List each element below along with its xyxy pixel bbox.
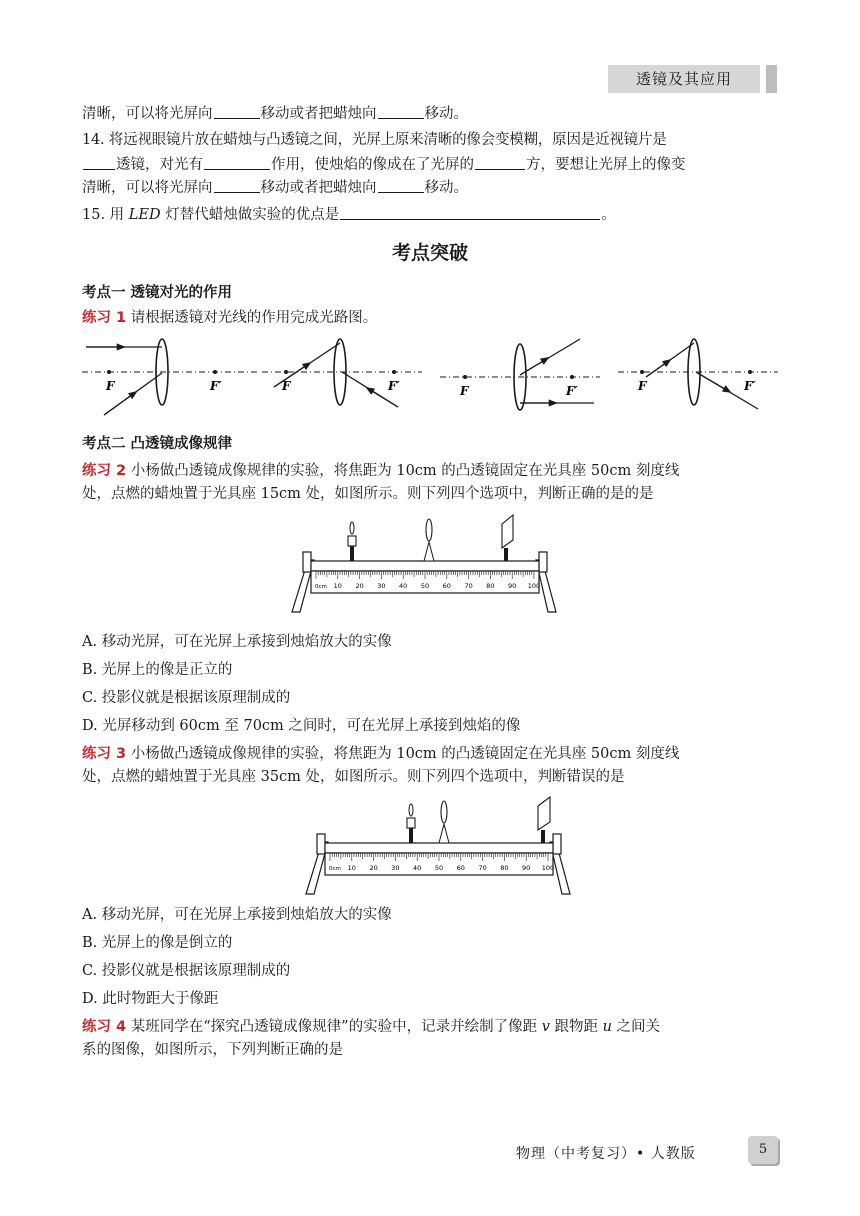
focus-label-f: F	[638, 379, 647, 393]
section-title: 考点突破	[391, 242, 468, 264]
scale-label: 30	[391, 864, 400, 872]
exercise-1-line	[82, 308, 377, 328]
q14-line1: 14. 将远视眼镜片放在蜡烛与凸透镜之间，光屏上原来清晰的像会变模糊，原因是近视镜片是	[82, 132, 667, 148]
exercise-3-option-c[interactable]: C. 投影仪就是根据该原理制成的	[82, 963, 291, 979]
answer-blank[interactable]	[378, 177, 424, 193]
scale-label: 90	[522, 864, 531, 872]
focus-label-f-prime: F′	[566, 384, 578, 398]
q14-line2	[82, 154, 686, 175]
exercise-2-text-1: 小杨做凸透镜成像规律的实验，将焦距为 10cm 的凸透镜固定在光具座 50cm 刻度线	[130, 463, 680, 479]
var-u: u	[602, 1019, 612, 1035]
chapter-tab: 透镜及其应用	[608, 65, 760, 93]
q13-tail-line	[82, 103, 468, 124]
exercise-2-option-a[interactable]: A. 移动光屏，可在光屏上承接到烛焰放大的实像	[82, 634, 392, 650]
q14-text-f: 移动。	[424, 180, 468, 196]
key-point-1-title: 考点一 透镜对光的作用	[82, 285, 233, 301]
focus-label-f-prime: F′	[388, 379, 400, 393]
scale-label: 20	[355, 582, 364, 590]
scale-label: 80	[500, 864, 509, 872]
scale-label: 70	[464, 582, 473, 590]
exercise-4-line1	[82, 1017, 660, 1037]
q14-line3	[82, 177, 468, 198]
exercise-1-label: 练习 1	[82, 310, 127, 326]
scale-label: 40	[413, 864, 422, 872]
optical-bench-1	[290, 514, 560, 614]
q14-text-d: 清晰，可以将光屏向	[82, 180, 213, 196]
focus-label-f-prime: F′	[744, 379, 756, 393]
focus-label-f: F	[460, 384, 469, 398]
candle-1	[348, 522, 356, 561]
answer-blank[interactable]	[340, 204, 600, 220]
exercise-4-line2: 系的图像，如图所示，下列判断正确的是	[82, 1042, 343, 1058]
ray-diagram-3	[440, 337, 600, 419]
scale-label: 100	[527, 582, 541, 590]
scale-label: 90	[508, 582, 517, 590]
ray-diagram-1	[82, 337, 258, 419]
answer-blank[interactable]	[214, 177, 260, 193]
answer-blank[interactable]	[204, 154, 270, 170]
scale-label: 70	[478, 864, 487, 872]
focus-label-f: F	[282, 379, 291, 393]
screen-1	[502, 515, 513, 561]
exercise-4-text-b: 跟物距	[549, 1019, 603, 1035]
exercise-2-line1	[82, 461, 679, 481]
ray-diagram-4	[618, 337, 778, 419]
scale-label: 60	[442, 582, 451, 590]
q14-text-e: 移动或者把蜡烛向	[260, 180, 377, 196]
focus-label-f-prime: F′	[210, 379, 222, 393]
candle-2	[407, 804, 415, 843]
scale-label: 0cm	[329, 866, 341, 872]
q14-text-a: 透镜，对光有	[116, 157, 203, 173]
key-point-2-title: 考点二 凸透镜成像规律	[82, 436, 233, 452]
exercise-2-option-c[interactable]: C. 投影仪就是根据该原理制成的	[82, 690, 291, 706]
scale-label: 80	[486, 582, 495, 590]
lens-2	[439, 801, 449, 843]
scale-label: 20	[369, 864, 378, 872]
q14-text-c: 方，要想让光屏上的像变	[526, 157, 686, 173]
answer-blank[interactable]	[83, 154, 115, 170]
exercise-3-label: 练习 3	[82, 746, 127, 762]
scale-label: 10	[347, 864, 356, 872]
exercise-3-text-1: 小杨做凸透镜成像规律的实验，将焦距为 10cm 的凸透镜固定在光具座 50cm 刻度线	[130, 746, 680, 762]
q15-end: 。	[601, 207, 616, 223]
q15-line	[82, 204, 616, 225]
header-decoration-bar	[766, 65, 777, 93]
exercise-3-option-d[interactable]: D. 此时物距大于像距	[82, 991, 219, 1007]
exercise-1-text: 请根据透镜对光线的作用完成光路图。	[130, 310, 378, 326]
exercise-4-label: 练习 4	[82, 1019, 127, 1035]
scale-label: 40	[399, 582, 408, 590]
q13-text-c: 移动。	[424, 106, 468, 122]
footer-book-title: 物理（中考复习）• 人教版	[516, 1146, 696, 1162]
ray-diagram-2	[262, 337, 422, 419]
q15-prefix: 15. 用	[82, 207, 129, 223]
exercise-2-line2: 处，点燃的蜡烛置于光具座 15cm 处，如图所示。则下列四个选项中，判断正确的是的是	[82, 486, 654, 502]
exercise-3-option-a[interactable]: A. 移动光屏，可在光屏上承接到烛焰放大的实像	[82, 907, 392, 923]
exercise-4-text-a: 某班同学在“探究凸透镜成像规律”的实验中，记录并绘制了像距	[130, 1019, 542, 1035]
screen-2	[538, 797, 550, 843]
scale-label: 0cm	[315, 584, 327, 590]
scale-label: 60	[456, 864, 465, 872]
scale-label: 10	[333, 582, 342, 590]
q13-text-a: 清晰，可以将光屏向	[82, 106, 213, 122]
q13-text-b: 移动或者把蜡烛向	[260, 106, 377, 122]
exercise-4-text-c: 之间关	[611, 1019, 661, 1035]
page-number: 5	[748, 1136, 778, 1164]
scale-label: 50	[420, 582, 430, 590]
exercise-2-option-d[interactable]: D. 光屏移动到 60cm 至 70cm 之间时，可在光屏上承接到烛焰的像	[82, 718, 521, 734]
q15-led: LED	[128, 207, 161, 223]
exercise-3-option-b[interactable]: B. 光屏上的像是倒立的	[82, 935, 233, 951]
scale-label: 100	[541, 864, 555, 872]
scale-label: 30	[377, 582, 386, 590]
exercise-3-line1	[82, 744, 679, 764]
q14-text-b: 作用，使烛焰的像成在了光屏的	[271, 157, 474, 173]
var-v: v	[541, 1019, 550, 1035]
optical-bench-2	[304, 796, 574, 896]
exercise-2-option-b[interactable]: B. 光屏上的像是正立的	[82, 662, 233, 678]
q15-suffix: 灯替代蜡烛做实验的优点是	[160, 207, 340, 223]
exercise-3-line2: 处，点燃的蜡烛置于光具座 35cm 处，如图所示。则下列四个选项中，判断错误的是	[82, 769, 625, 785]
scale-label: 50	[434, 864, 444, 872]
answer-blank[interactable]	[378, 103, 424, 119]
answer-blank[interactable]	[214, 103, 260, 119]
lens-1	[424, 519, 434, 561]
exercise-2-label: 练习 2	[82, 463, 127, 479]
focus-label-f: F	[106, 379, 115, 393]
answer-blank[interactable]	[475, 154, 525, 170]
